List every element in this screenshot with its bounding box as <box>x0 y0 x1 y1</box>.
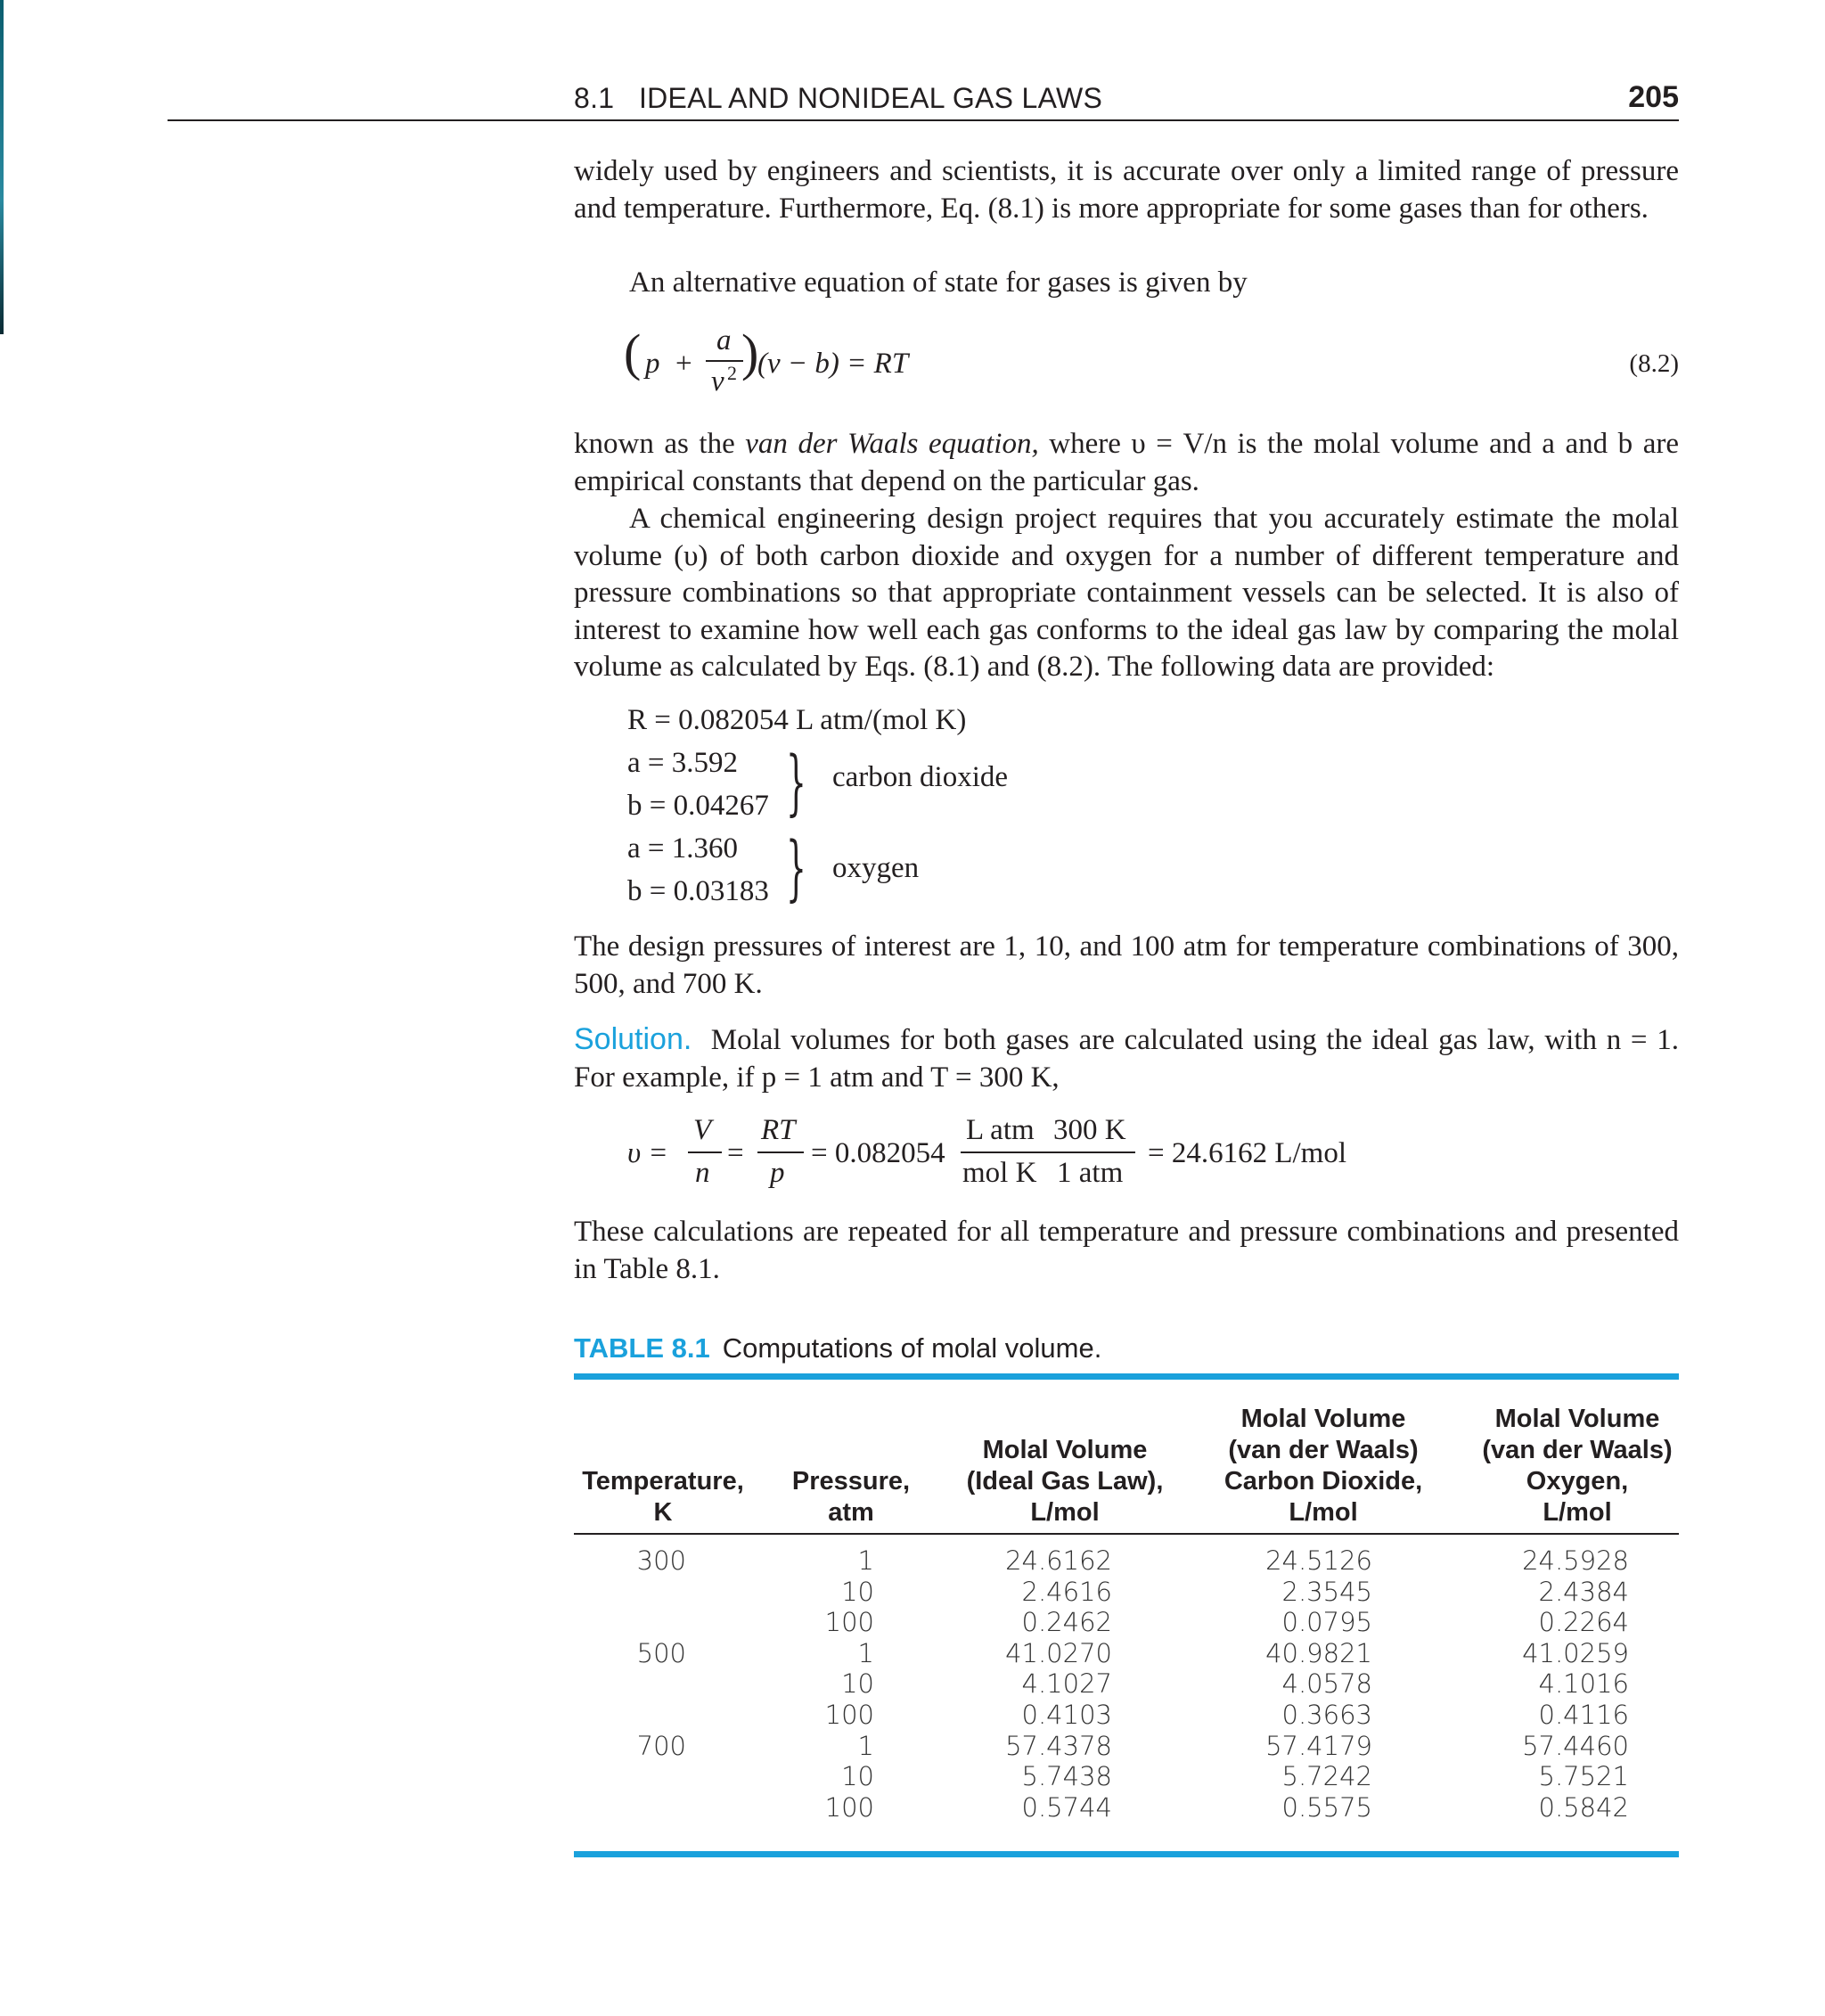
para3-italic: van der Waals equation, <box>745 428 1039 460</box>
paragraph-5: The design pressures of interest are 1, 10, and 100 atm for temperature combinations of 300, 500, and 700 K. <box>574 930 1679 1000</box>
eq-L-atm: L atm <box>966 1114 1035 1146</box>
equation-number: (8.2) <box>1629 349 1679 378</box>
cell-co2: 0.5575 <box>1281 1791 1372 1823</box>
table-caption-text: Computations of molal volume. <box>722 1332 1102 1364</box>
co2-brace: } <box>786 741 806 824</box>
cell-o2: 0.4116 <box>1538 1700 1629 1730</box>
cell-pressure: 1 <box>857 1730 874 1761</box>
cell-pressure: 10 <box>841 1761 874 1792</box>
cell-co2: 40.9821 <box>1265 1637 1372 1668</box>
cell-ideal: 41.0270 <box>1005 1637 1112 1668</box>
equation-example <box>627 1114 1429 1203</box>
paragraph-1: widely used by engineers and scientists, it is accurate over only a limited range of pressure and temperature. Furthermore, Eq. (8.1) is more appropriate for some gases than for others. <box>574 155 1679 225</box>
eq-300K: 300 K <box>1053 1114 1126 1146</box>
table-label: TABLE 8.1 <box>574 1332 710 1364</box>
cell-co2: 5.7242 <box>1281 1761 1372 1792</box>
para3-text-b: where υ = V/n is the molal volume and a and b are empirical constants that depend on the particular gas. <box>574 428 1679 497</box>
co2-label: carbon dioxide <box>832 761 1009 793</box>
cell-pressure: 10 <box>841 1668 874 1700</box>
eq-n: n <box>695 1157 710 1189</box>
cell-pressure: 100 <box>824 1607 874 1638</box>
cell-ideal: 0.2462 <box>1021 1607 1112 1638</box>
cell-co2: 57.4179 <box>1265 1730 1372 1761</box>
eq-exponent: 2 <box>727 362 737 384</box>
cell-co2: 0.3663 <box>1281 1700 1372 1730</box>
cell-co2: 0.0795 <box>1281 1607 1372 1638</box>
cell-o2: 4.1016 <box>1538 1668 1629 1700</box>
eq-V: V <box>693 1114 712 1146</box>
cell-o2: 5.7521 <box>1538 1761 1629 1792</box>
cell-ideal: 0.4103 <box>1021 1700 1112 1730</box>
table-top-rule <box>574 1373 1679 1380</box>
eq-1atm: 1 atm <box>1057 1157 1124 1189</box>
header-o2: Molal Volume (van der Waals) Oxygen, L/mol <box>1482 1405 1673 1527</box>
o2-a: a = 1.360 <box>627 832 739 865</box>
eq-equals: = <box>727 1137 744 1169</box>
eq-bar-2 <box>757 1151 804 1153</box>
page-number: 205 <box>1628 80 1679 114</box>
eq-plus: + <box>675 348 692 380</box>
eq-lhs: υ = <box>627 1137 668 1169</box>
cell-ideal: 24.6162 <box>1005 1545 1112 1576</box>
eq-mol-K: mol K <box>962 1157 1037 1189</box>
cell-ideal: 0.5744 <box>1021 1791 1112 1823</box>
cell-co2: 24.5126 <box>1265 1545 1372 1576</box>
cell-co2: 4.0578 <box>1281 1668 1372 1700</box>
cell-co2: 2.3545 <box>1281 1576 1372 1607</box>
eq-var-v: v <box>711 365 724 397</box>
cell-temperature: 700 <box>636 1730 686 1761</box>
eq-var-a: a <box>716 324 732 356</box>
cell-ideal: 57.4378 <box>1005 1730 1112 1761</box>
paragraph-2: An alternative equation of state for gases is given by <box>629 266 1248 299</box>
eq-bar-3 <box>961 1151 1050 1153</box>
header-ideal: Molal Volume (Ideal Gas Law), L/mol <box>966 1436 1164 1527</box>
o2-label: oxygen <box>832 852 920 884</box>
paragraph-6: These calculations are repeated for all temperature and pressure combinations and presented in Table 8.1. <box>574 1216 1679 1285</box>
cell-ideal: 2.4616 <box>1021 1576 1112 1607</box>
cell-pressure: 10 <box>841 1576 874 1607</box>
o2-brace: } <box>786 826 806 909</box>
para3-text-a: known as the <box>574 428 746 460</box>
cell-o2: 41.0259 <box>1522 1637 1629 1668</box>
table-bottom-rule <box>574 1851 1679 1857</box>
eq-fraction-bar <box>706 360 743 362</box>
cell-temperature: 300 <box>636 1545 686 1576</box>
eq-RT: RT <box>761 1114 796 1146</box>
eq-var-p: p <box>645 348 660 380</box>
equation-8-2: ( p + a v 2 ) (v − b) = RT (8.2) <box>624 324 1679 397</box>
cell-pressure: 100 <box>824 1791 874 1823</box>
header-pressure: Pressure, atm <box>791 1467 911 1527</box>
header-co2: Molal Volume (van der Waals) Carbon Dioxide, L/mol <box>1223 1405 1423 1527</box>
cell-o2: 2.4384 <box>1538 1576 1629 1607</box>
paragraph-3 <box>574 426 1679 500</box>
solution-label: Solution. <box>574 1022 692 1056</box>
cell-pressure: 100 <box>824 1700 874 1730</box>
cell-ideal: 5.7438 <box>1021 1761 1112 1792</box>
co2-b: b = 0.04267 <box>627 790 769 822</box>
cell-o2: 57.4460 <box>1522 1730 1629 1761</box>
eq-bar-1 <box>688 1151 722 1153</box>
header-temperature: Temperature, K <box>582 1467 744 1527</box>
eq-constant: = 0.082054 <box>811 1137 945 1169</box>
cell-o2: 0.2264 <box>1538 1607 1629 1638</box>
constant-R: R = 0.082054 L atm/(mol K) <box>627 704 967 736</box>
cell-pressure: 1 <box>857 1637 874 1668</box>
cell-o2: 24.5928 <box>1522 1545 1629 1576</box>
section-title: 8.1 IDEAL AND NONIDEAL GAS LAWS <box>574 82 1103 114</box>
cell-temperature: 500 <box>636 1637 686 1668</box>
solution-paragraph <box>574 1021 1679 1096</box>
cell-pressure: 1 <box>857 1545 874 1576</box>
eq-p: p <box>770 1157 785 1189</box>
eq-bar-4 <box>1050 1151 1135 1153</box>
eq-result: = 24.6162 L/mol <box>1148 1137 1347 1169</box>
cell-ideal: 4.1027 <box>1021 1668 1112 1700</box>
paragraph-4: A chemical engineering design project requires that you accurately estimate the molal volume (υ) of both carbon dioxide and oxygen for a number of different temperature and pressure combinations so that appropriate containment vessels can be selected. It is also of interest to examine how well each gas conforms to the ideal gas law by comparing the molal volume as calculated by Eqs. (8.1) and (8.2). The following data are provided: <box>574 503 1679 683</box>
book-spine-edge <box>0 0 4 334</box>
table-caption <box>574 1332 1101 1364</box>
eq-rest: (v − b) = RT <box>757 348 909 380</box>
co2-a: a = 3.592 <box>627 747 739 779</box>
constants-block <box>627 704 1162 909</box>
cell-o2: 0.5842 <box>1538 1791 1629 1823</box>
running-head <box>168 78 1679 121</box>
o2-b: b = 0.03183 <box>627 875 769 907</box>
table-header-rule <box>574 1533 1679 1535</box>
solution-text: Molal volumes for both gases are calculated using the ideal gas law, with n = 1. For example, if p = 1 atm and T = 300 K, <box>574 1024 1680 1094</box>
